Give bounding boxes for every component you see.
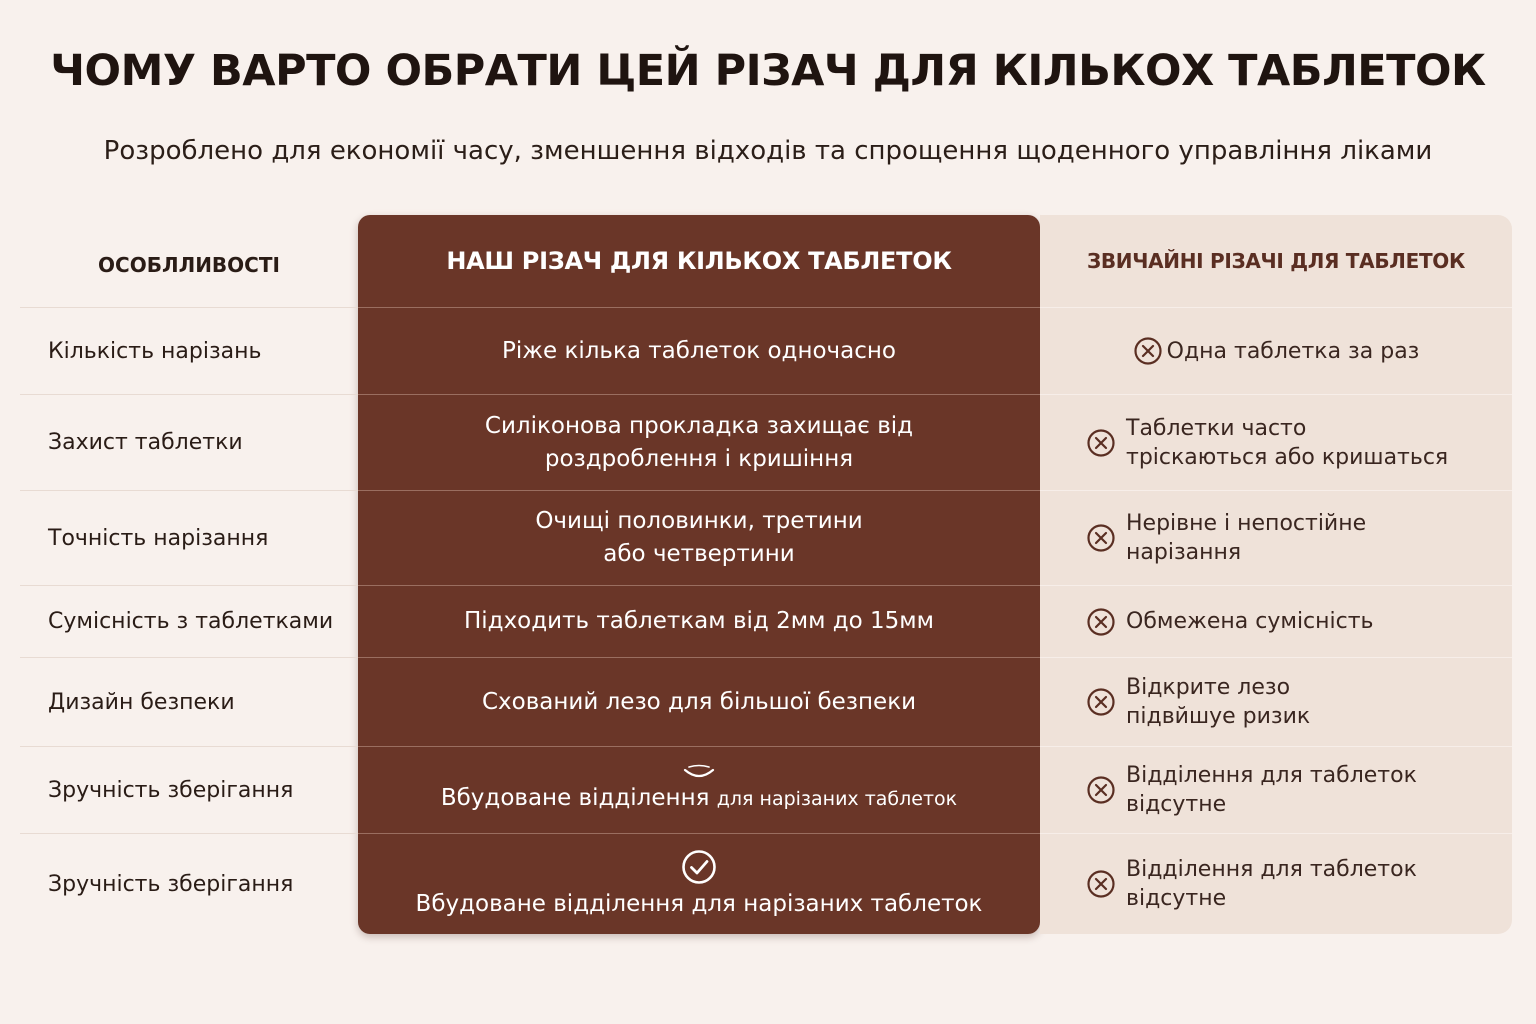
regular-value-text xyxy=(1126,673,1310,731)
regular-cutter-value xyxy=(1040,394,1512,490)
our-cutter-value xyxy=(358,746,1040,833)
our-cutter-value xyxy=(358,833,1040,934)
feature-label: Зручність зберігання xyxy=(20,833,358,934)
regular-value-line: Відділення для таблеток xyxy=(1126,763,1417,788)
x-circle-icon xyxy=(1086,869,1116,899)
table-row xyxy=(0,307,1536,394)
feature-label: Зручність зберігання xyxy=(20,746,358,833)
our-value-line: Вбудоване відділення для нарізаних таблеток xyxy=(415,890,983,917)
regular-cutter-value xyxy=(1040,490,1512,585)
regular-cutter-value xyxy=(1040,833,1512,934)
compartment-icon xyxy=(679,764,719,782)
feature-label: Точність нарізання xyxy=(20,490,358,585)
x-circle-icon xyxy=(1086,607,1116,637)
feature-label: Сумісність з таблетками xyxy=(20,585,358,657)
feature-label: Дизайн безпеки xyxy=(20,657,358,746)
regular-value-line: Одна таблетка за раз xyxy=(1166,338,1420,364)
x-circle-icon xyxy=(1086,428,1116,458)
regular-value-line: нарізання xyxy=(1126,540,1242,565)
check-circle-icon xyxy=(680,848,718,888)
page-subtitle: Розроблено для економії часу, зменшення відходів та спрощення щоденного управління ліками xyxy=(103,136,1433,166)
regular-cutter-value xyxy=(1040,307,1512,394)
feature-label: Захист таблетки xyxy=(20,394,358,490)
x-circle-icon xyxy=(1086,775,1116,805)
regular-value-line: Таблетки часто xyxy=(1126,415,1307,441)
regular-value-text xyxy=(1126,414,1448,472)
x-circle-icon xyxy=(1086,523,1116,553)
regular-value-line: відсутне xyxy=(1126,792,1227,817)
regular-value-line: підвйшуе ризик xyxy=(1126,704,1311,729)
regular-cutter-value xyxy=(1040,746,1512,833)
our-value-line: Ріже кілька таблеток одночасно xyxy=(502,337,896,364)
header-features: ОСОБЛЛИВОСТІ xyxy=(98,253,280,277)
table-row xyxy=(0,394,1536,490)
our-value-line: Схований лезо для більшої безпеки xyxy=(481,688,917,715)
our-value-line: або четвертини xyxy=(603,541,795,567)
our-value-main: Вбудоване відділення xyxy=(440,785,710,811)
our-value-line: роздроблення і кришіння xyxy=(544,445,854,472)
our-value-line: Очищі половинки, третини xyxy=(535,508,863,534)
our-cutter-value xyxy=(358,657,1040,746)
regular-value-line: Обмежена сумісність xyxy=(1126,609,1374,634)
regular-value-line: Відділення для таблеток xyxy=(1126,857,1417,882)
regular-value-line: тріскаються або кришаться xyxy=(1126,444,1449,470)
regular-value-line: Нерівне і непостійне xyxy=(1126,511,1367,536)
regular-value-line: відсутне xyxy=(1126,886,1227,911)
our-value-line: Підходить таблеткам від 2мм до 15мм xyxy=(463,608,935,634)
our-value-tail: для нарізаних таблеток xyxy=(716,788,958,810)
table-row xyxy=(0,833,1536,934)
x-circle-icon xyxy=(1133,336,1163,366)
regular-value-text xyxy=(1126,509,1366,567)
table-row xyxy=(0,746,1536,833)
regular-value-line: Відкрите лезо xyxy=(1126,675,1291,700)
our-value-line: Силіконова прокладка захищає від xyxy=(484,412,914,439)
our-cutter-value xyxy=(358,490,1040,585)
our-cutter-value xyxy=(358,307,1040,394)
regular-cutter-value xyxy=(1040,657,1512,746)
our-cutter-value xyxy=(358,585,1040,657)
table-row xyxy=(0,585,1536,657)
page-title: ЧОМУ ВАРТО ОБРАТИ ЦЕЙ РІЗАЧ ДЛЯ КІЛЬКОХ ТАБЛЕТОК xyxy=(50,46,1486,96)
table-header-row xyxy=(0,215,1536,307)
our-value-line xyxy=(441,782,957,816)
header-regular-cutters: ЗВИЧАЙНІ РІЗАЧІ ДЛЯ ТАБЛЕТОК xyxy=(1086,249,1466,273)
regular-value-text xyxy=(1126,855,1417,913)
feature-label: Кількість нарізань xyxy=(20,307,358,394)
regular-cutter-value xyxy=(1040,585,1512,657)
header-our-cutter: НАШ РІЗАЧ ДЛЯ КІЛЬКОХ ТАБЛЕТОК xyxy=(446,247,952,275)
our-cutter-value xyxy=(358,394,1040,490)
regular-value-text xyxy=(1126,761,1417,819)
table-row xyxy=(0,657,1536,746)
table-row xyxy=(0,490,1536,585)
x-circle-icon xyxy=(1086,687,1116,717)
